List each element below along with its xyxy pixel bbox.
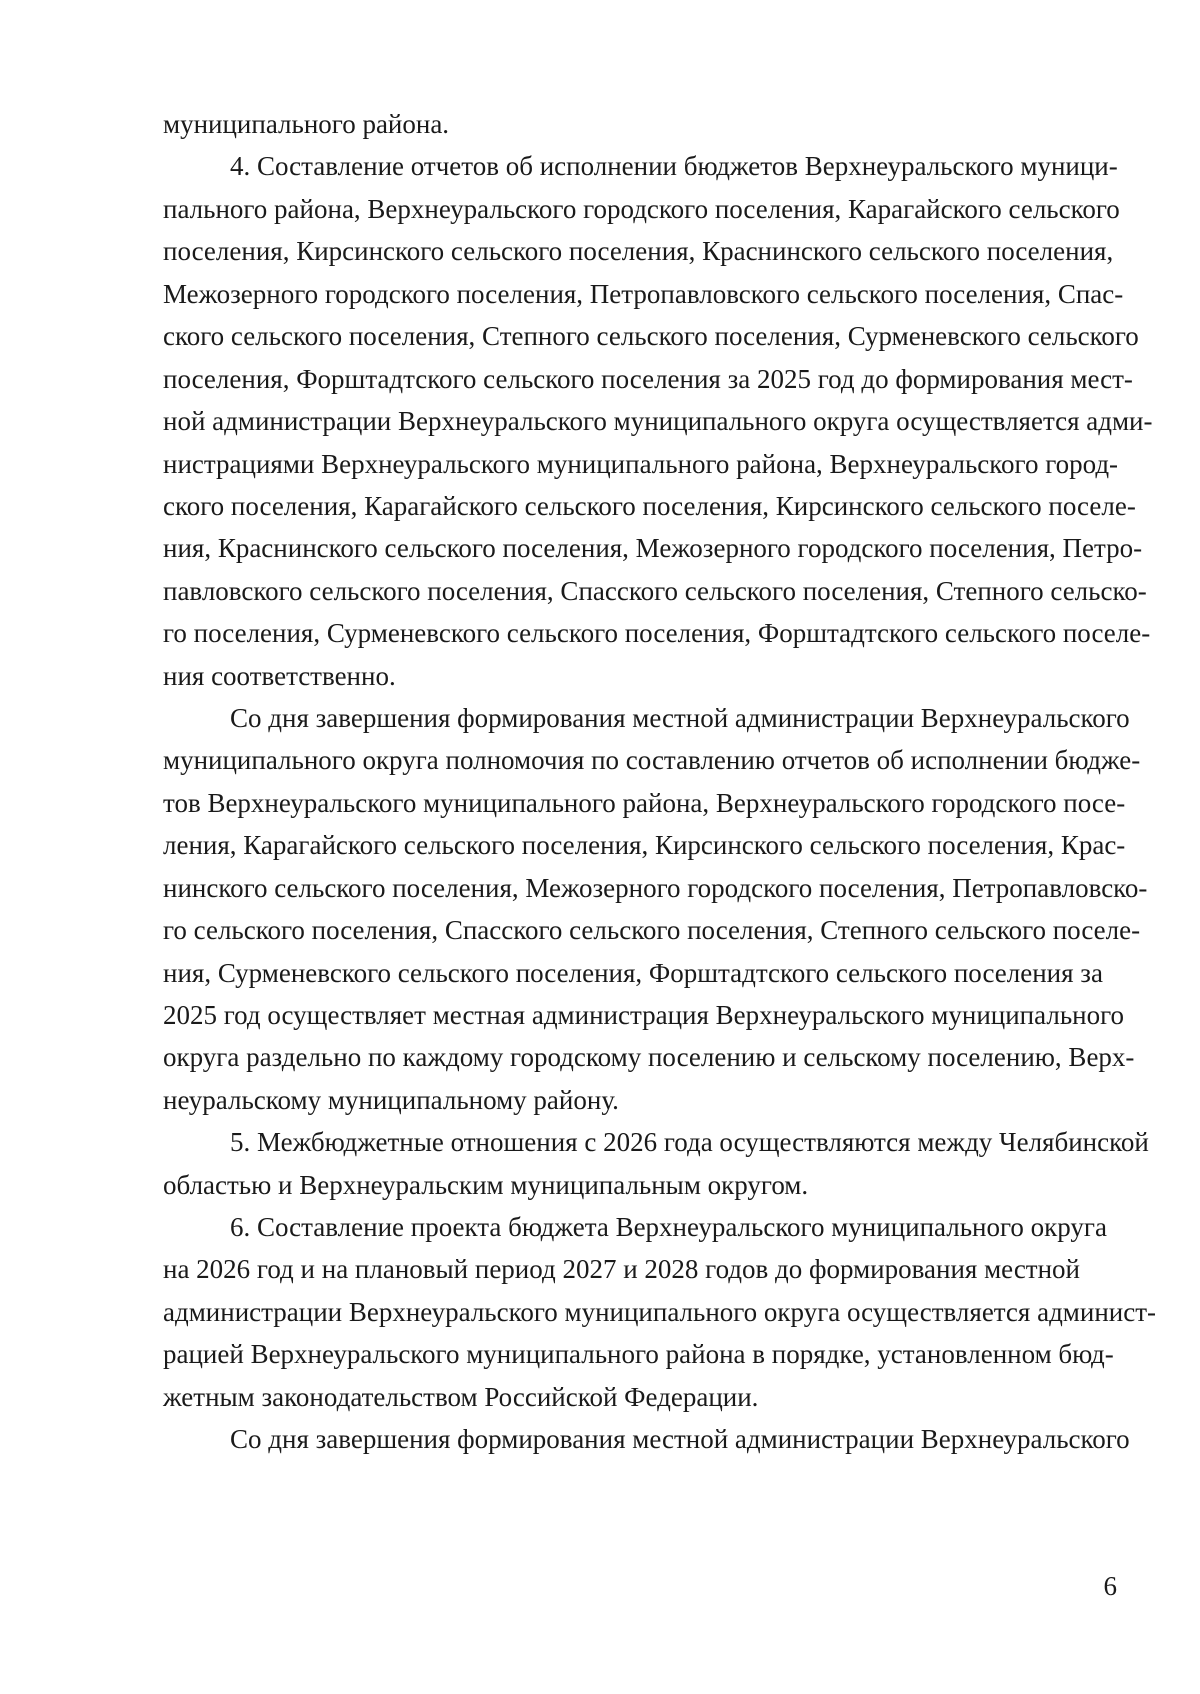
text-line: жетным законодательством Российской Федерации. [163, 1382, 759, 1412]
text-line: Межозерного городского поселения, Петропавловского сельского поселения, Спас- [163, 279, 1124, 309]
text-line: тов Верхнеуральского муниципального района, Верхнеуральского городского посе- [163, 788, 1126, 818]
text-line: нистрациями Верхнеуральского муниципального района, Верхнеуральского город- [163, 449, 1119, 479]
text-line: администрации Верхнеуральского муниципального округа осуществляется админист- [163, 1297, 1157, 1327]
text-line: муниципального района. [163, 109, 450, 139]
text-line: нинского сельского поселения, Межозерного городского поселения, Петропавловско- [163, 873, 1148, 903]
text-line: Со дня завершения формирования местной администрации Верхнеуральского [230, 1424, 1130, 1454]
text-line: ского поселения, Карагайского сельского поселения, Кирсинского сельского поселе- [163, 491, 1136, 521]
text-line: округа раздельно по каждому городскому поселению и сельскому поселению, Верх- [163, 1042, 1135, 1072]
text-line: пального района, Верхнеуральского городского поселения, Карагайского сельского [163, 194, 1120, 224]
text-line: поселения, Кирсинского сельского поселения, Краснинского сельского поселения, [163, 236, 1114, 266]
text-line: 4. Составление отчетов об исполнении бюджетов Верхнеуральского муници- [230, 151, 1118, 181]
text-line: неуральскому муниципальному району. [163, 1085, 619, 1115]
text-line: ского сельского поселения, Степного сельского поселения, Сурменевского сельского [163, 321, 1139, 351]
text-line: областью и Верхнеуральским муниципальным округом. [163, 1170, 809, 1200]
text-line: 6. Составление проекта бюджета Верхнеуральского муниципального округа [230, 1212, 1107, 1242]
page-number: 6 [1103, 1571, 1117, 1601]
text-line: ния, Краснинского сельского поселения, Межозерного городского поселения, Петро- [163, 533, 1143, 563]
text-line: ления, Карагайского сельского поселения, Кирсинского сельского поселения, Крас- [163, 830, 1126, 860]
text-line: рацией Верхнеуральского муниципального района в порядке, установленном бюд- [163, 1339, 1114, 1369]
text-line: го сельского поселения, Спасского сельского поселения, Степного сельского поселе- [163, 915, 1141, 945]
text-line: ния соответственно. [163, 661, 396, 691]
text-line: 2025 год осуществляет местная администрация Верхнеуральского муниципального [163, 1000, 1124, 1030]
text-line: на 2026 год и на плановый период 2027 и 2028 годов до формирования местной [163, 1254, 1080, 1284]
text-line: муниципального округа полномочия по составлению отчетов об исполнении бюдже- [163, 745, 1141, 775]
text-line: 5. Межбюджетные отношения с 2026 года осуществляются между Челябинской [230, 1127, 1149, 1157]
text-line: поселения, Форштадтского сельского поселения за 2025 год до формирования мест- [163, 364, 1133, 394]
text-line: ной администрации Верхнеуральского муниципального округа осуществляется адми- [163, 406, 1153, 436]
text-line: ния, Сурменевского сельского поселения, Форштадтского сельского поселения за [163, 958, 1103, 988]
text-line: Со дня завершения формирования местной администрации Верхнеуральского [230, 703, 1130, 733]
text-line: павловского сельского поселения, Спасского сельского поселения, Степного сельско- [163, 576, 1147, 606]
text-line: го поселения, Сурменевского сельского поселения, Форштадтского сельского поселе- [163, 618, 1151, 648]
